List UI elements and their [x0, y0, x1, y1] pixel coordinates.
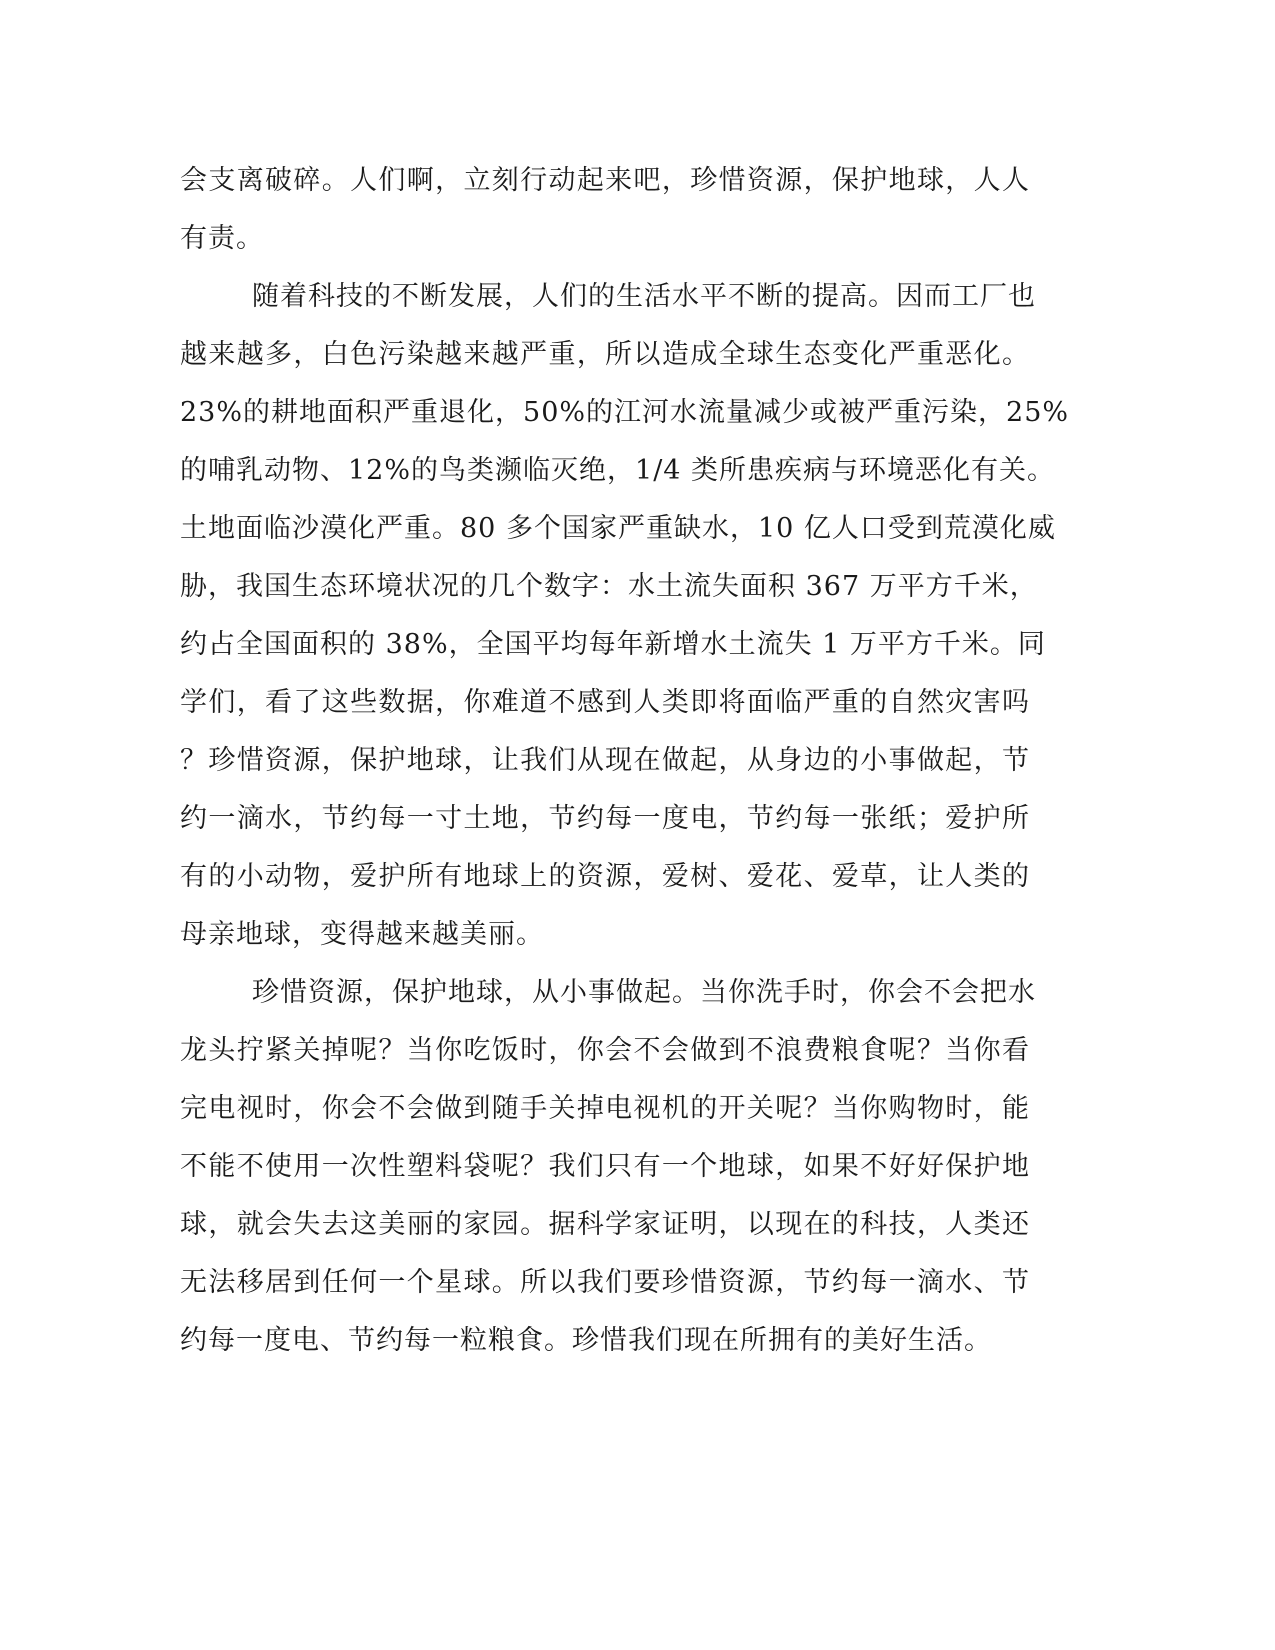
text-line: 约占全国面积的 38%，全国平均每年新增水土流失 1 万平方千米。同 [180, 629, 1046, 660]
text-line: 越来越多，白色污染越来越严重，所以造成全球生态变化严重恶化。 [180, 339, 1030, 370]
text-line: ？珍惜资源，保护地球，让我们从现在做起，从身边的小事做起，节 [180, 745, 1030, 776]
text-line: 学们，看了这些数据，你难道不感到人类即将面临严重的自然灾害吗 [180, 687, 1030, 718]
text-line: 约每一度电、节约每一粒粮食。珍惜我们现在所拥有的美好生活。 [180, 1325, 992, 1356]
paragraph-1 [180, 152, 1030, 268]
text-line: 约一滴水，节约每一寸土地，节约每一度电，节约每一张纸；爱护所 [180, 803, 1030, 834]
text-line: 母亲地球，变得越来越美丽。 [180, 919, 544, 950]
text-line: 有的小动物，爱护所有地球上的资源，爱树、爱花、爱草，让人类的 [180, 861, 1030, 892]
text-line: 龙头拧紧关掉呢？当你吃饭时，你会不会做到不浪费粮食呢？当你看 [180, 1035, 1030, 1066]
text-line: 土地面临沙漠化严重。80 多个国家严重缺水，10 亿人口受到荒漠化威 [180, 513, 1056, 544]
text-line: 会支离破碎。人们啊，立刻行动起来吧，珍惜资源，保护地球，人人 [180, 165, 1030, 196]
text-line: 23%的耕地面积严重退化，50%的江河水流量减少或被严重污染，25% [180, 397, 1070, 428]
text-line: 不能不使用一次性塑料袋呢？我们只有一个地球，如果不好好保护地 [180, 1151, 1030, 1182]
text-line: 无法移居到任何一个星球。所以我们要珍惜资源，节约每一滴水、节 [180, 1267, 1030, 1298]
text-line: 随着科技的不断发展，人们的生活水平不断的提高。因而工厂也 [252, 281, 1036, 312]
paragraph-3 [180, 964, 1036, 1370]
text-line: 胁，我国生态环境状况的几个数字：水土流失面积 367 万平方千米， [180, 571, 1038, 602]
text-line: 有责。 [180, 223, 264, 254]
text-line: 完电视时，你会不会做到随手关掉电视机的开关呢？当你购物时，能 [180, 1093, 1030, 1124]
text-line: 的哺乳动物、12%的鸟类濒临灭绝，1/4 类所患疾病与环境恶化有关。 [180, 455, 1056, 486]
text-line: 珍惜资源，保护地球，从小事做起。当你洗手时，你会不会把水 [252, 977, 1036, 1008]
document-body [180, 152, 1070, 1370]
text-line: 球，就会失去这美丽的家园。据科学家证明，以现在的科技，人类还 [180, 1209, 1030, 1240]
paragraph-2 [180, 268, 1070, 964]
